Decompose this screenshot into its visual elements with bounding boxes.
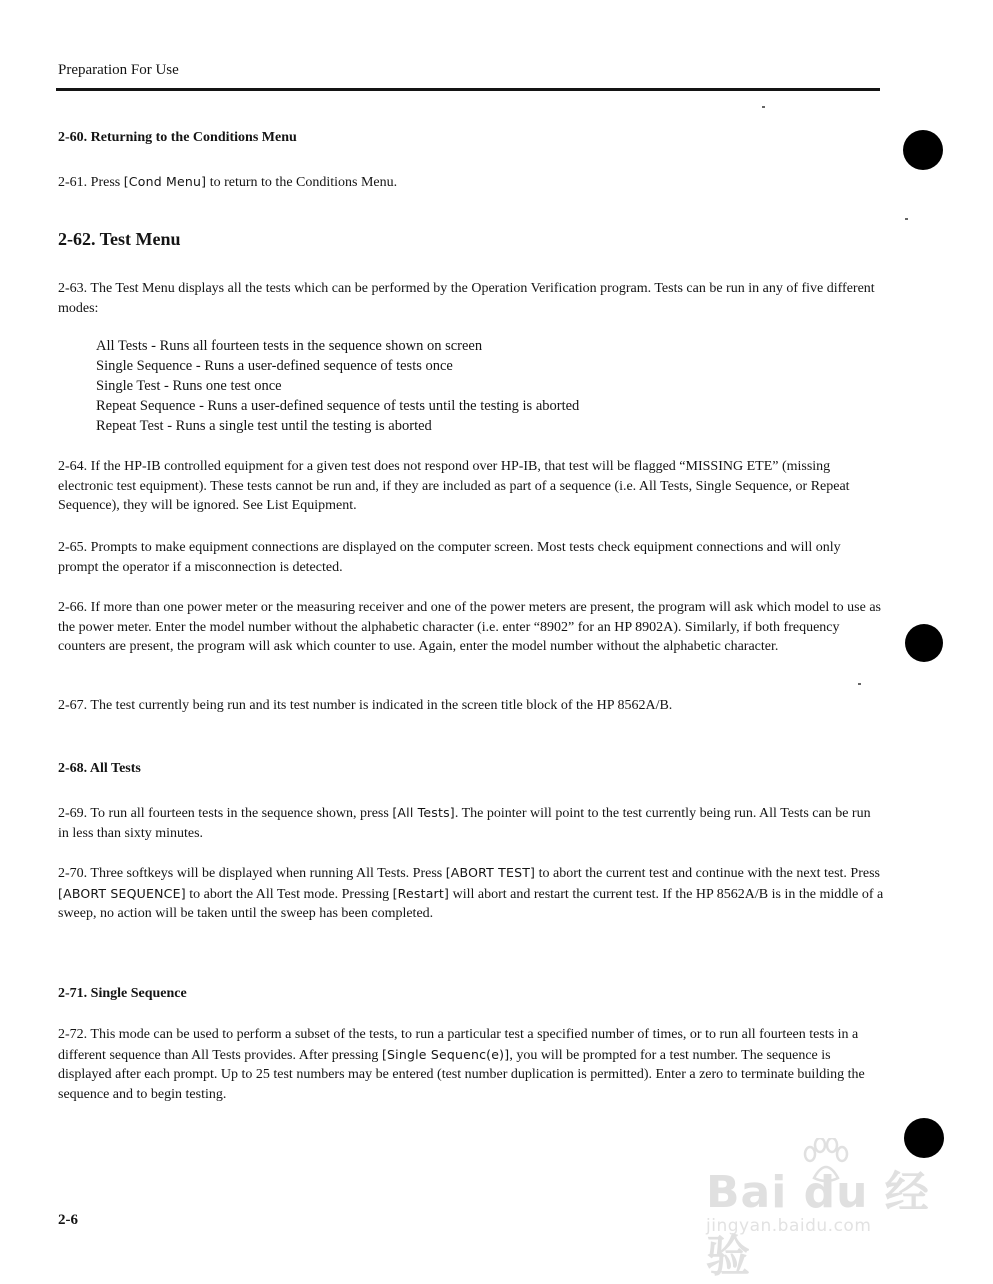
list-item: Repeat Test - Runs a single test until the testing is aborted — [96, 418, 432, 434]
paragraph-2-72: 2-72. This mode can be used to perform a subset of the tests, to run a particular test a specified number of times, or to run all fourteen tests in a different sequence than All Tests provides. After pressing [Single Sequenc(e)], you will be prompted for a test number. The sequence is displayed after each prompt. Up to 25 test numbers may be entered (test number duplication is permitted). Enter a zero to terminate building the sequence and to begin testing. — [58, 1027, 865, 1102]
list-item: Single Test - Runs one test once — [96, 378, 282, 394]
abort-sequence-softkey: [ABORT SEQUENCE] — [58, 885, 186, 901]
section-heading-2-60: 2-60. Returning to the Conditions Menu — [58, 130, 297, 145]
single-sequence-softkey: [Single Sequenc(e)] — [381, 1046, 510, 1062]
all-tests-softkey: [All Tests] — [392, 805, 455, 820]
paragraph-2-61: 2-61. Press [Cond Menu] to return to the Conditions Menu. — [58, 174, 398, 190]
section-heading-2-68: 2-68. All Tests — [58, 761, 141, 776]
paragraph-2-70: 2-70. Three softkeys will be displayed when running All Tests. Press [ABORT TEST] to abort the current test and continue with the next test. Press [ABORT SEQUENCE] to abort the All Test mode. Pressing [Restart] will abort and restart the current test. If the HP 8562A/B is in the middle of a sweep, no action will be taken until the sweep has been completed. — [58, 865, 884, 922]
paragraph-2-63: 2-63. The Test Menu displays all the tests which can be performed by the Operation Verification program. Tests can be run in any of five different modes: — [58, 281, 875, 316]
scan-speck — [858, 683, 861, 685]
margin-bullet — [905, 624, 943, 662]
cond-menu-softkey: [Cond Menu] — [123, 174, 207, 189]
paragraph-2-69: 2-69. To run all fourteen tests in the sequence shown, press [All Tests]. The pointer will point to the test currently being run. All Tests can be run in less than sixty minutes. — [58, 805, 871, 841]
margin-bullet — [903, 130, 943, 170]
test-modes-list — [96, 336, 856, 436]
watermark-brand: Bai du 经验 — [706, 1167, 930, 1282]
watermark-url: jingyan.baidu.com — [706, 1216, 872, 1236]
list-item: Repeat Sequence - Runs a user-defined sequence of tests until the testing is aborted — [96, 398, 580, 414]
scan-speck — [905, 218, 908, 220]
section-heading-2-71: 2-71. Single Sequence — [58, 986, 187, 1001]
scan-speck — [762, 106, 765, 108]
list-item: All Tests - Runs all fourteen tests in the sequence shown on screen — [96, 338, 483, 354]
paragraph-2-67: 2-67. The test currently being run and its test number is indicated in the screen title block of the HP 8562A/B. — [58, 698, 673, 713]
paragraph-2-66: 2-66. If more than one power meter or the measuring receiver and one of the power meters are present, the program will ask which model to use as the power meter. Enter the model number without the alphabetic character (i.e. enter “8902” for an HP 8902A). Similarly, if both frequency counters are present, the program will ask which counter to use. Again, enter the model number without the alphabetic character. — [58, 600, 881, 655]
restart-softkey: [Restart] — [392, 885, 450, 901]
paragraph-2-64: 2-64. If the HP-IB controlled equipment for a given test does not respond over HP-IB, that test will be flagged “MISSING ETE” (missing electronic test equipment). These tests cannot be run and, if they are included as part of a sequence (i.e. All Tests, Single Sequence, or Repeat Sequence), they will be ignored. See List Equipment. — [58, 459, 850, 514]
running-header: Preparation For Use — [58, 62, 179, 78]
abort-test-softkey: [ABORT TEST] — [445, 865, 536, 880]
list-item: Single Sequence - Runs a user-defined sequence of tests once — [96, 358, 453, 374]
page-number: 2-6 — [58, 1212, 78, 1228]
section-heading-2-62: 2-62. Test Menu — [58, 229, 181, 249]
header-rule — [56, 88, 880, 91]
paragraph-2-65: 2-65. Prompts to make equipment connections are displayed on the computer screen. Most tests check equipment connections and will only prompt the operator if a misconnection is detected. — [58, 540, 841, 575]
baidu-watermark — [706, 1138, 936, 1282]
